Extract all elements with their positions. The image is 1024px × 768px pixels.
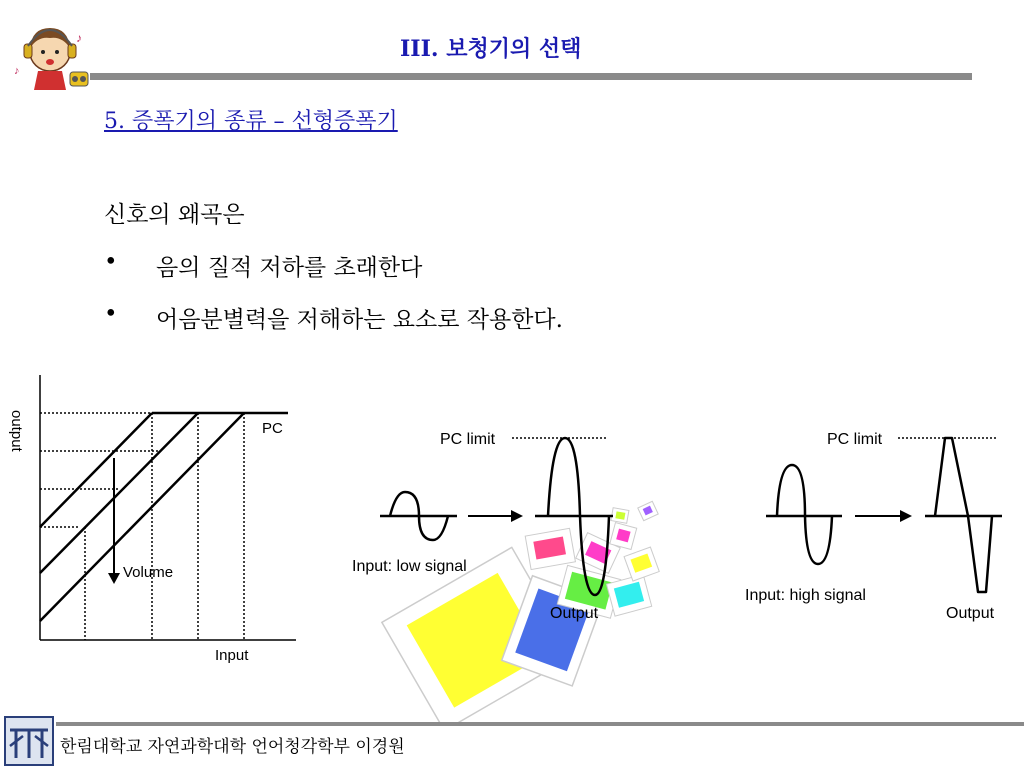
graph-pc-label: PC <box>262 420 283 437</box>
slide-title: III. 보청기의 선택 <box>400 36 582 62</box>
low-input-label: Input: low signal <box>352 558 467 575</box>
high-output-label: Output <box>946 605 995 622</box>
title-divider <box>90 73 972 80</box>
footer-divider <box>56 722 1024 726</box>
low-output-label: Output <box>550 605 599 622</box>
bullet-text: 어음분별력을 저해하는 요소로 작용한다. <box>156 307 563 333</box>
bullet-item <box>104 301 704 333</box>
graph-y-label: output <box>8 410 25 452</box>
svg-text:♪: ♪ <box>76 31 82 45</box>
intro-text: 신호의 왜곡은 <box>104 202 245 228</box>
high-signal-diagram <box>740 420 1024 635</box>
bullet-marker: • <box>104 249 118 275</box>
high-pc-limit-label: PC limit <box>827 431 883 448</box>
svg-text:♪: ♪ <box>14 65 20 77</box>
low-signal-diagram <box>345 420 665 635</box>
slide-subtitle: 5. 증폭기의 종류 – 선형증폭기 <box>104 109 398 134</box>
low-pc-limit-label: PC limit <box>440 431 496 448</box>
graph-volume-label: Volume <box>123 564 174 581</box>
bullet-text: 음의 질적 저하를 초래한다 <box>156 255 423 281</box>
university-emblem-icon <box>4 716 54 766</box>
bullet-item <box>104 249 604 281</box>
high-input-label: Input: high signal <box>745 587 866 604</box>
graph-x-label: Input <box>215 647 249 664</box>
bullet-marker: • <box>104 301 118 327</box>
mascot-logo <box>12 14 92 94</box>
io-graph <box>0 370 310 670</box>
footer-text: 한림대학교 자연과학대학 언어청각학부 이경원 <box>60 737 405 757</box>
